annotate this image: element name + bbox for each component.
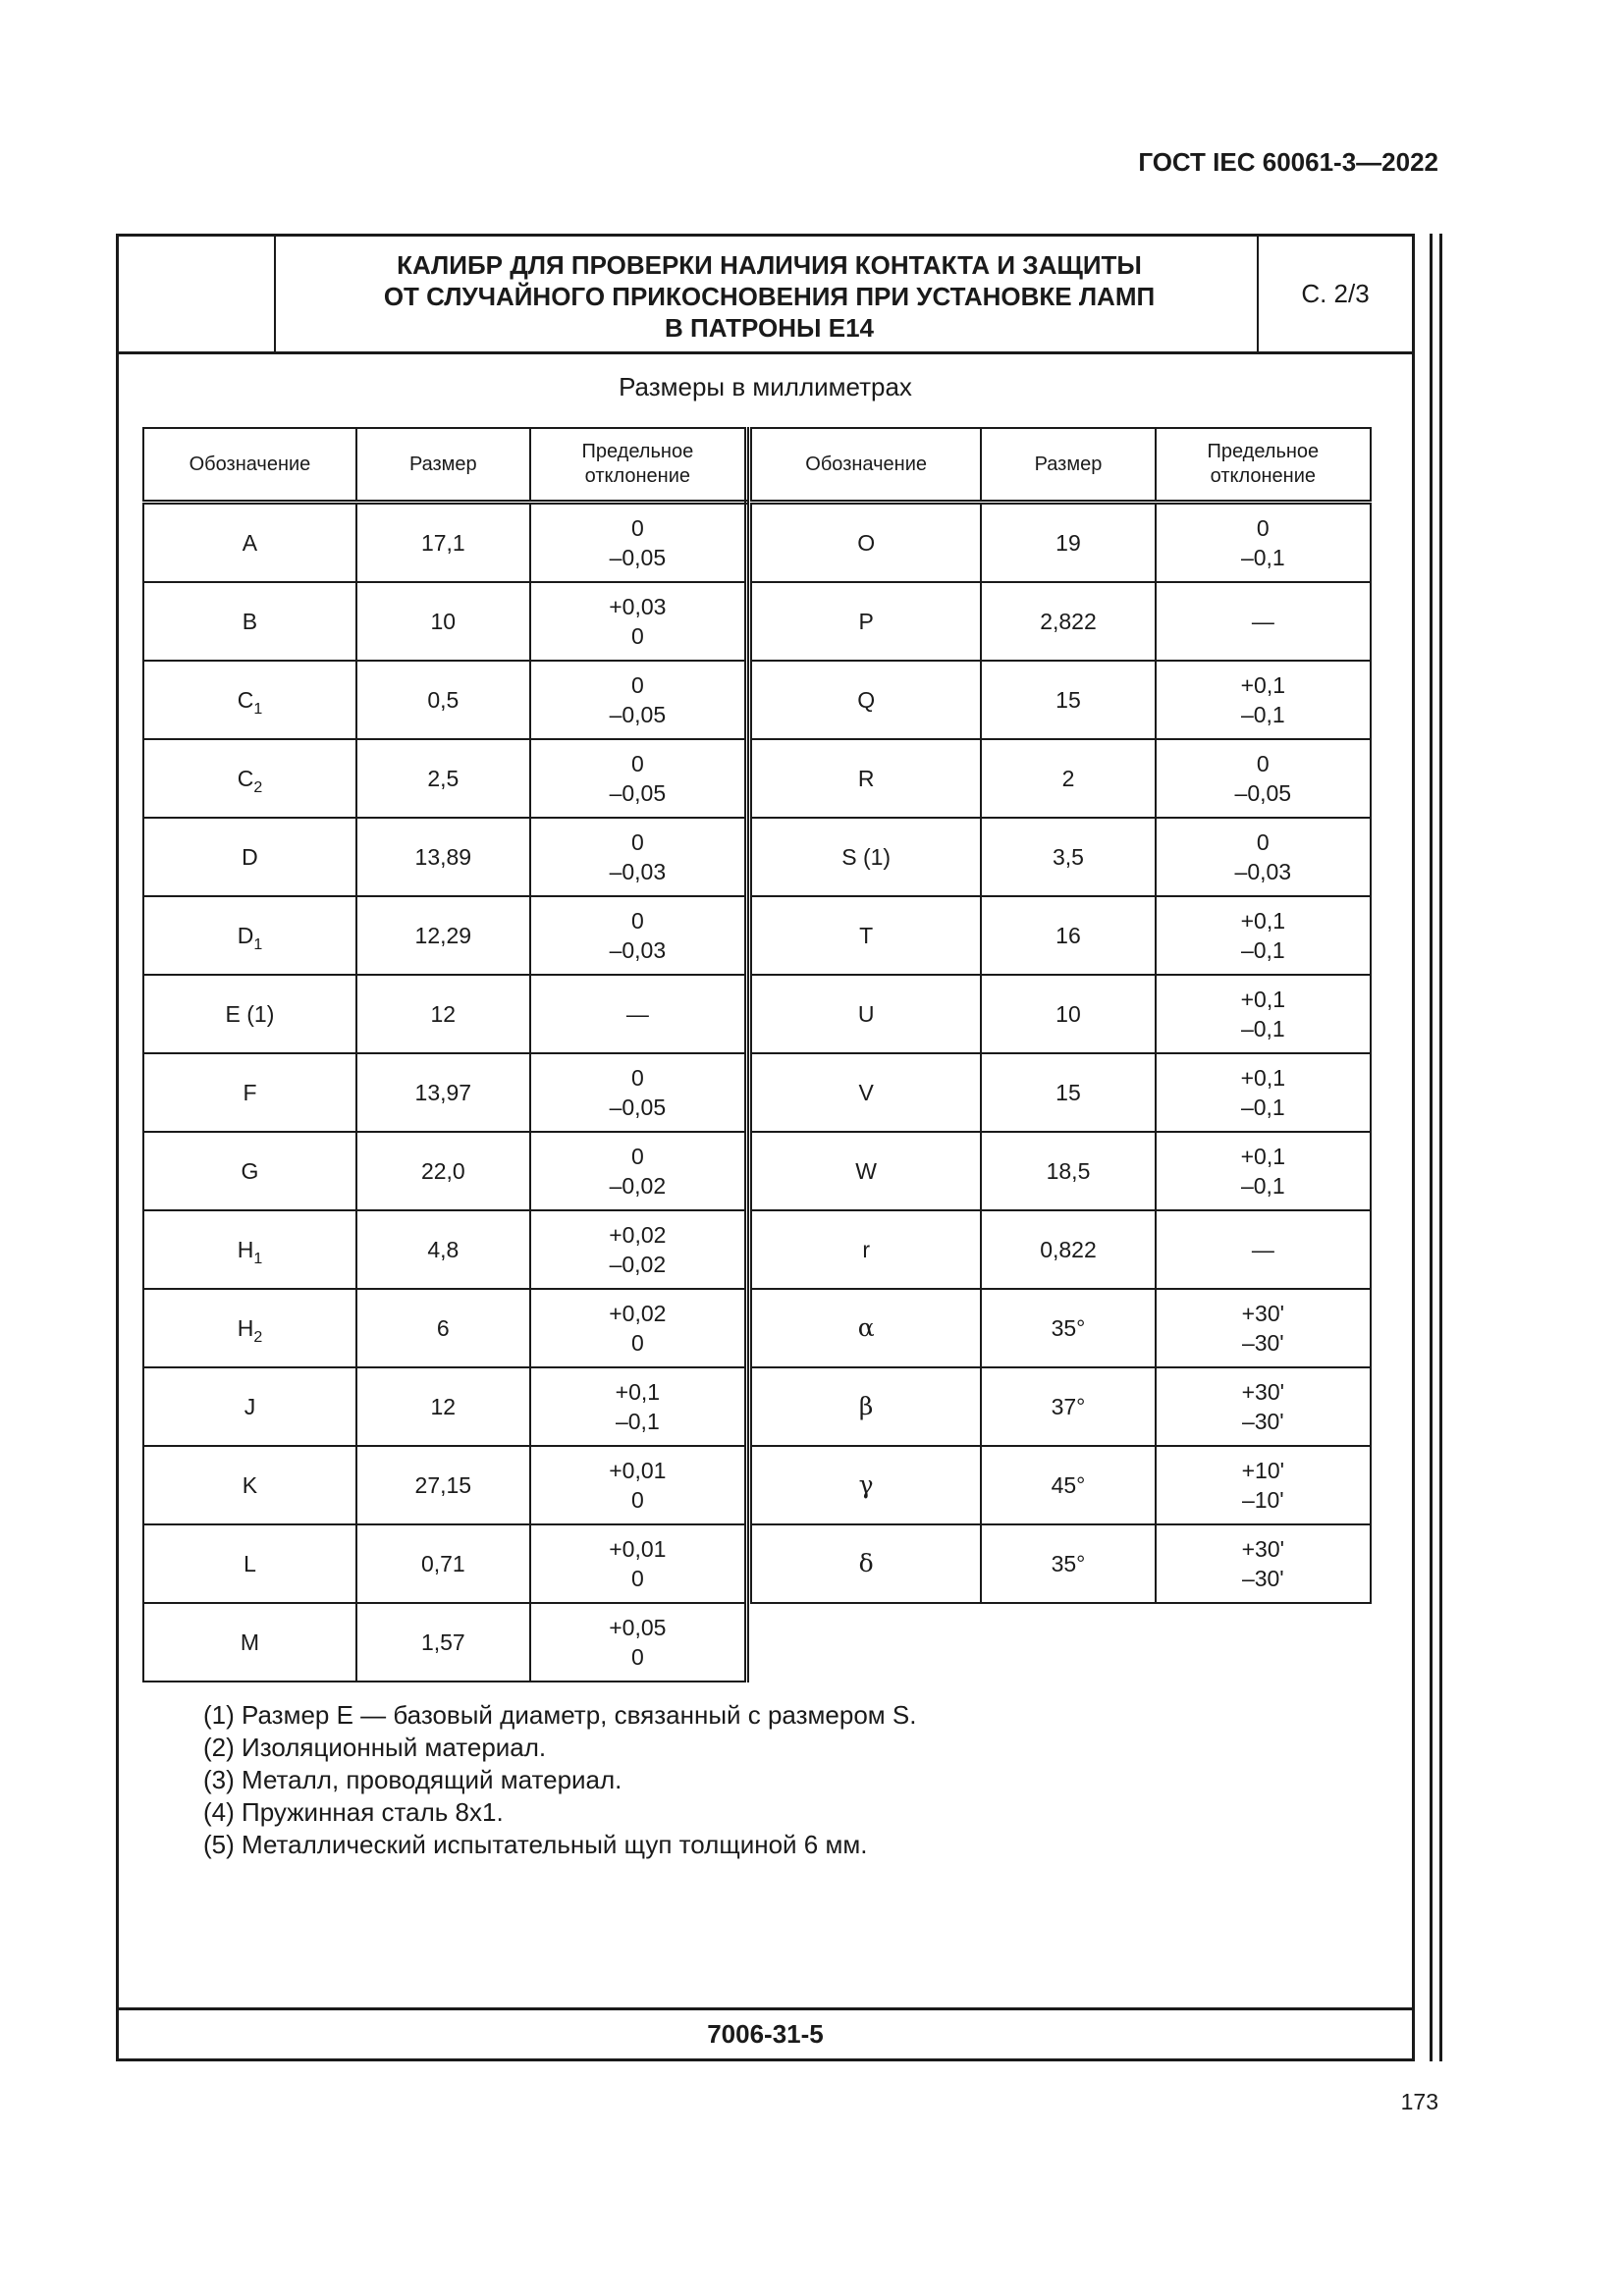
header-designation: Обозначение: [751, 428, 981, 503]
designation-cell: E (1): [143, 975, 356, 1053]
size-cell: 37°: [981, 1367, 1155, 1446]
designation-cell: L: [143, 1524, 356, 1603]
designation-cell: $C_2$: [143, 739, 356, 818]
table-row: [751, 1210, 1371, 1289]
deviation-cell: +30' –30': [1156, 1289, 1371, 1367]
dimensions-table-right: [750, 427, 1372, 1604]
deviation-cell: +0,1 –0,1: [1156, 1132, 1371, 1210]
title-line: В ПАТРОНЫ Е14: [665, 312, 874, 343]
dimensions-table-left: [142, 427, 749, 1682]
table-row: [751, 1367, 1371, 1446]
deviation-cell: +0,01 0: [530, 1524, 747, 1603]
table-row: [751, 1132, 1371, 1210]
size-cell: 1,57: [356, 1603, 530, 1682]
table-row: [143, 503, 747, 583]
designation-cell: M: [143, 1603, 356, 1682]
size-cell: 22,0: [356, 1132, 530, 1210]
size-cell: 17,1: [356, 503, 530, 583]
designation-cell: δ: [751, 1524, 981, 1603]
table-row: [143, 1367, 747, 1446]
sheet-header: [119, 237, 1412, 354]
table-row: [143, 739, 747, 818]
notes: [203, 1699, 916, 1861]
table-row: [143, 1053, 747, 1132]
size-cell: 0,71: [356, 1524, 530, 1603]
size-cell: 3,5: [981, 818, 1155, 896]
designation-cell: r: [751, 1210, 981, 1289]
note-item: (1) Размер E — базовый диаметр, связанный с размером S.: [203, 1700, 917, 1730]
deviation-cell: +0,1 –0,1: [530, 1367, 747, 1446]
designation-cell: T: [751, 896, 981, 975]
size-cell: 35°: [981, 1524, 1155, 1603]
deviation-cell: 0 –0,03: [1156, 818, 1371, 896]
designation-cell: γ: [751, 1446, 981, 1524]
header-deviation: Предельное отклонение: [530, 428, 747, 503]
table-row: [751, 739, 1371, 818]
designation-cell: F: [143, 1053, 356, 1132]
table-row: [143, 1289, 747, 1367]
designation-cell: G: [143, 1132, 356, 1210]
size-cell: 12: [356, 975, 530, 1053]
size-cell: 19: [981, 503, 1155, 583]
sheet-number: 7006-31-5: [119, 2007, 1412, 2058]
deviation-cell: —: [1156, 1210, 1371, 1289]
deviation-cell: 0 –0,02: [530, 1132, 747, 1210]
header-deviation: Предельное отклонение: [1156, 428, 1371, 503]
note-item: (5) Металлический испытательный щуп толщиной 6 мм.: [203, 1830, 868, 1859]
size-cell: 13,97: [356, 1053, 530, 1132]
size-cell: 10: [981, 975, 1155, 1053]
designation-cell: $H_2$: [143, 1289, 356, 1367]
deviation-cell: 0 –0,05: [530, 661, 747, 739]
designation-cell: O: [751, 503, 981, 583]
table-row: [751, 661, 1371, 739]
deviation-cell: 0 –0,1: [1156, 503, 1371, 583]
deviation-cell: 0 –0,03: [530, 896, 747, 975]
table-row: [143, 1603, 747, 1682]
designation-cell: $H_1$: [143, 1210, 356, 1289]
designation-cell: α: [751, 1289, 981, 1367]
designation-cell: J: [143, 1367, 356, 1446]
header-designation: Обозначение: [143, 428, 356, 503]
deviation-cell: 0 –0,05: [530, 503, 747, 583]
deviation-cell: +0,1 –0,1: [1156, 661, 1371, 739]
size-cell: 45°: [981, 1446, 1155, 1524]
deviation-cell: 0 –0,05: [530, 739, 747, 818]
designation-cell: W: [751, 1132, 981, 1210]
designation-cell: V: [751, 1053, 981, 1132]
size-cell: 12,29: [356, 896, 530, 975]
deviation-cell: +0,02 –0,02: [530, 1210, 747, 1289]
designation-cell: A: [143, 503, 356, 583]
table-row: [751, 975, 1371, 1053]
size-cell: 0,5: [356, 661, 530, 739]
deviation-cell: +0,03 0: [530, 582, 747, 661]
size-cell: 4,8: [356, 1210, 530, 1289]
deviation-cell: 0 –0,03: [530, 818, 747, 896]
size-cell: 15: [981, 661, 1155, 739]
designation-cell: $C_1$: [143, 661, 356, 739]
deviation-cell: 0 –0,05: [530, 1053, 747, 1132]
header-blank-cell: [119, 237, 276, 351]
size-cell: 2: [981, 739, 1155, 818]
table-row: [143, 582, 747, 661]
table-row: [751, 1289, 1371, 1367]
sheet-label: С. 2/3: [1257, 237, 1412, 351]
table-row: [751, 818, 1371, 896]
size-cell: 18,5: [981, 1132, 1155, 1210]
deviation-cell: +10' –10': [1156, 1446, 1371, 1524]
note-item: (2) Изоляционный материал.: [203, 1733, 547, 1762]
title-line: ОТ СЛУЧАЙНОГО ПРИКОСНОВЕНИЯ ПРИ УСТАНОВКЕ ЛАМП: [383, 281, 1156, 311]
double-border-line: [1439, 234, 1442, 2061]
table-row: [751, 896, 1371, 975]
deviation-cell: —: [530, 975, 747, 1053]
table-row: [143, 1446, 747, 1524]
size-cell: 27,15: [356, 1446, 530, 1524]
size-cell: 12: [356, 1367, 530, 1446]
deviation-cell: +0,1 –0,1: [1156, 896, 1371, 975]
designation-cell: β: [751, 1367, 981, 1446]
table-row: [143, 661, 747, 739]
header-size: Размер: [356, 428, 530, 503]
table-row: [143, 1524, 747, 1603]
table-row: [143, 896, 747, 975]
table-row: [751, 582, 1371, 661]
sheet-title: [276, 237, 1263, 351]
size-cell: 10: [356, 582, 530, 661]
deviation-cell: +30' –30': [1156, 1524, 1371, 1603]
deviation-cell: —: [1156, 582, 1371, 661]
deviation-cell: +0,1 –0,1: [1156, 1053, 1371, 1132]
standard-sheet-frame: [116, 234, 1415, 2061]
double-border-line: [1430, 234, 1433, 2061]
designation-cell: S (1): [751, 818, 981, 896]
deviation-cell: +0,02 0: [530, 1289, 747, 1367]
deviation-cell: +0,1 –0,1: [1156, 975, 1371, 1053]
note-item: (3) Металл, проводящий материал.: [203, 1765, 622, 1794]
size-cell: 6: [356, 1289, 530, 1367]
page-number: 173: [1400, 2089, 1438, 2114]
size-cell: 13,89: [356, 818, 530, 896]
deviation-cell: +0,01 0: [530, 1446, 747, 1524]
document-code: ГОСТ IEC 60061-3—2022: [1138, 147, 1438, 177]
header-size: Размер: [981, 428, 1155, 503]
designation-cell: Q: [751, 661, 981, 739]
size-cell: 0,822: [981, 1210, 1155, 1289]
designation-cell: B: [143, 582, 356, 661]
table-row: [751, 1053, 1371, 1132]
units-caption: Размеры в миллиметрах: [619, 372, 912, 401]
table-row: [143, 975, 747, 1053]
title-line: КАЛИБР ДЛЯ ПРОВЕРКИ НАЛИЧИЯ КОНТАКТА И ЗАЩИТЫ: [397, 249, 1142, 280]
designation-cell: P: [751, 582, 981, 661]
designation-cell: K: [143, 1446, 356, 1524]
deviation-cell: +0,05 0: [530, 1603, 747, 1682]
designation-cell: U: [751, 975, 981, 1053]
deviation-cell: +30' –30': [1156, 1367, 1371, 1446]
table-row: [143, 1132, 747, 1210]
size-cell: 2,5: [356, 739, 530, 818]
designation-cell: D: [143, 818, 356, 896]
table-row: [751, 1524, 1371, 1603]
table-row: [751, 1446, 1371, 1524]
size-cell: 2,822: [981, 582, 1155, 661]
table-row: [143, 818, 747, 896]
table-row: [751, 503, 1371, 583]
note-item: (4) Пружинная сталь 8x1.: [203, 1797, 504, 1827]
deviation-cell: 0 –0,05: [1156, 739, 1371, 818]
size-cell: 16: [981, 896, 1155, 975]
size-cell: 15: [981, 1053, 1155, 1132]
size-cell: 35°: [981, 1289, 1155, 1367]
table-row: [143, 1210, 747, 1289]
designation-cell: $D_1$: [143, 896, 356, 975]
designation-cell: R: [751, 739, 981, 818]
